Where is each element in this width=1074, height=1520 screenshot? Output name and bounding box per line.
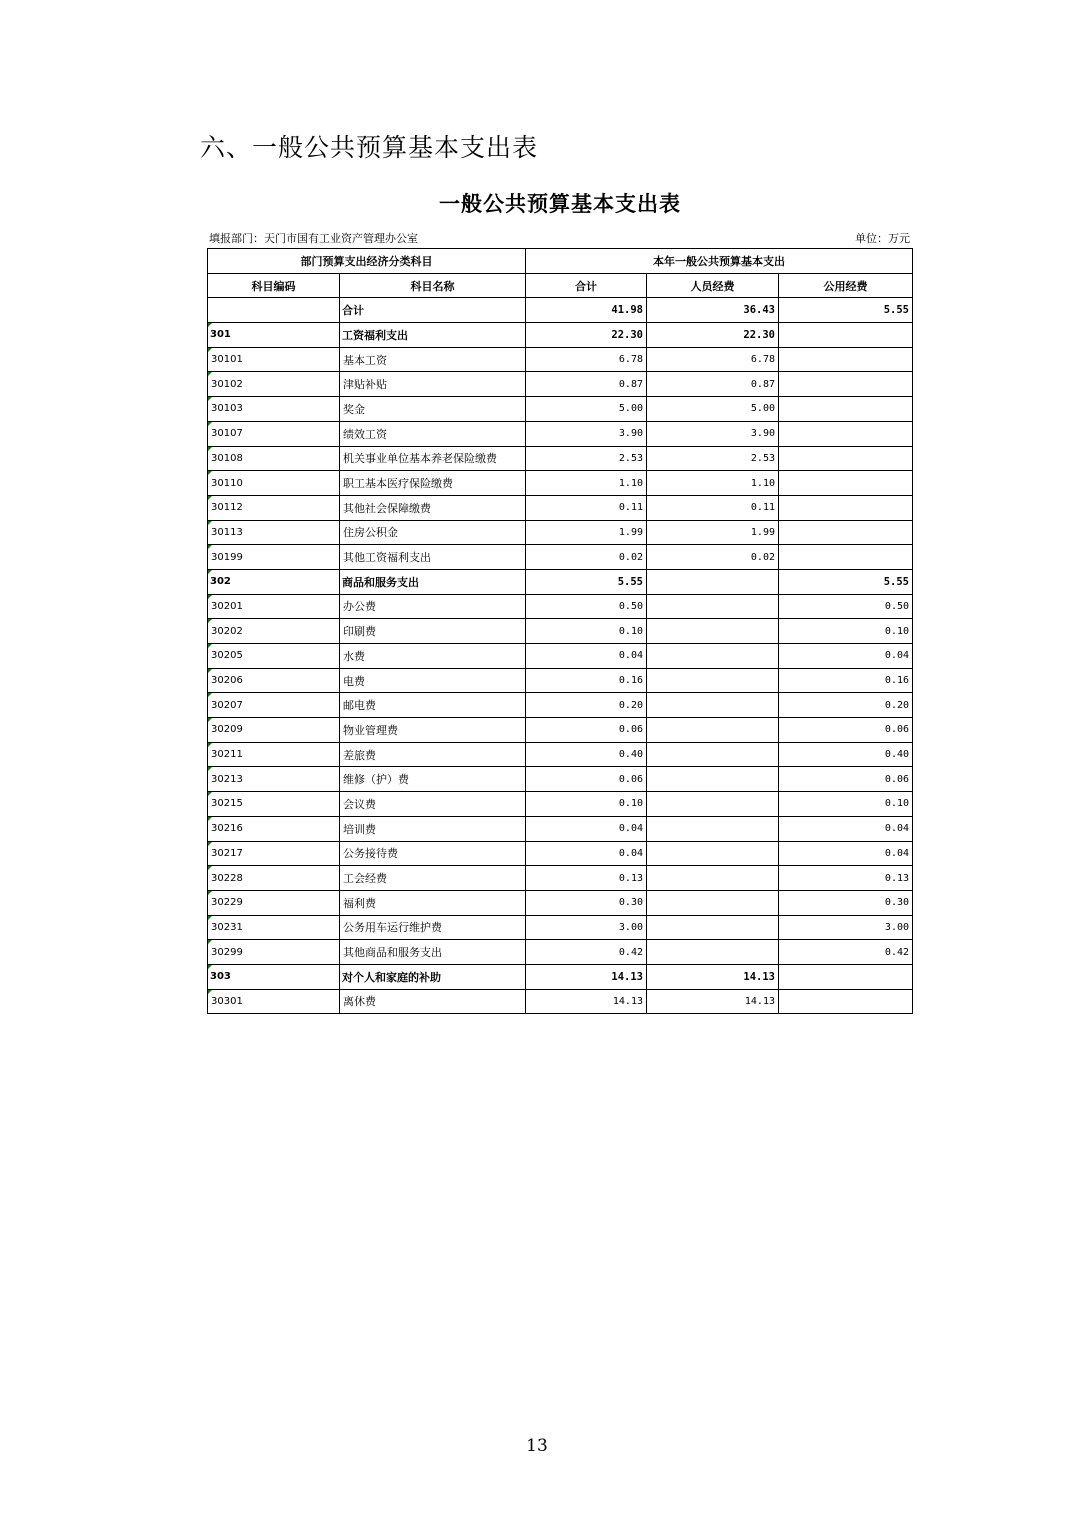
row-public [779,323,913,348]
budget-table [207,248,913,1014]
table-row [208,594,913,619]
row-total: 22.30 [526,323,647,348]
row-code: 30231 [208,915,340,940]
table-row [208,940,913,965]
row-personnel [647,644,779,669]
row-public: 0.20 [779,693,913,718]
row-name: 工会经费 [340,866,526,891]
row-name: 基本工资 [340,347,526,372]
row-public [779,964,913,989]
page-number: 13 [526,1436,548,1456]
row-public [779,347,913,372]
row-code: 30215 [208,792,340,817]
row-total: 2.53 [526,446,647,471]
row-public: 0.50 [779,594,913,619]
row-name: 对个人和家庭的补助 [340,964,526,989]
row-total: 0.16 [526,668,647,693]
row-public: 5.55 [779,569,913,594]
total-public: 5.55 [779,298,913,323]
row-total: 0.42 [526,940,647,965]
row-name: 津贴补贴 [340,372,526,397]
row-code: 30201 [208,594,340,619]
row-code: 30103 [208,397,340,422]
row-total: 0.04 [526,644,647,669]
row-total: 0.10 [526,619,647,644]
row-name: 离休费 [340,989,526,1014]
table-row [208,372,913,397]
row-code: 30211 [208,742,340,767]
row-code: 30102 [208,372,340,397]
row-code: 30228 [208,866,340,891]
row-personnel [647,619,779,644]
row-personnel: 2.53 [647,446,779,471]
row-total: 0.87 [526,372,647,397]
row-code: 30202 [208,619,340,644]
row-personnel [647,890,779,915]
table-row [208,989,913,1014]
row-personnel [647,841,779,866]
table-title: 一般公共预算基本支出表 [439,191,681,216]
row-total: 0.13 [526,866,647,891]
table-row [208,718,913,743]
row-personnel [647,767,779,792]
row-name: 职工基本医疗保险缴费 [340,471,526,496]
table-row [208,767,913,792]
row-code: 30206 [208,668,340,693]
row-code: 30207 [208,693,340,718]
row-code: 30301 [208,989,340,1014]
row-public: 0.13 [779,866,913,891]
row-public: 0.42 [779,940,913,965]
row-total: 0.06 [526,767,647,792]
row-code: 30229 [208,890,340,915]
row-code: 30110 [208,471,340,496]
row-personnel: 1.99 [647,520,779,545]
row-code: 30217 [208,841,340,866]
row-code: 30213 [208,767,340,792]
row-public: 0.10 [779,792,913,817]
header-group-left: 部门预算支出经济分类科目 [208,249,526,274]
total-personnel: 36.43 [647,298,779,323]
table-row [208,495,913,520]
row-total: 0.30 [526,890,647,915]
row-code: 30299 [208,940,340,965]
row-name: 办公费 [340,594,526,619]
row-name: 福利费 [340,890,526,915]
row-name: 培训费 [340,816,526,841]
row-total: 1.10 [526,471,647,496]
total-code [208,298,340,323]
row-code: 30101 [208,347,340,372]
table-row [208,890,913,915]
row-total: 0.04 [526,816,647,841]
row-total: 0.11 [526,495,647,520]
row-personnel: 6.78 [647,347,779,372]
row-total: 1.99 [526,520,647,545]
row-public [779,989,913,1014]
table-row [208,347,913,372]
row-public: 3.00 [779,915,913,940]
row-total: 5.55 [526,569,647,594]
section-heading: 六、一般公共预算基本支出表 [200,133,539,162]
row-name: 商品和服务支出 [340,569,526,594]
row-name: 维修（护）费 [340,767,526,792]
row-public: 0.06 [779,767,913,792]
row-code: 30199 [208,545,340,570]
row-public [779,446,913,471]
row-total: 0.04 [526,841,647,866]
table-row [208,569,913,594]
row-public: 0.06 [779,718,913,743]
row-public [779,495,913,520]
header-columns-row [208,273,913,298]
row-code: 30209 [208,718,340,743]
table-row [208,446,913,471]
row-public [779,520,913,545]
row-name: 住房公积金 [340,520,526,545]
row-code: 30113 [208,520,340,545]
table-row [208,816,913,841]
row-name: 水费 [340,644,526,669]
row-code: 30205 [208,644,340,669]
row-public [779,421,913,446]
table-row [208,841,913,866]
row-total: 0.06 [526,718,647,743]
header-group-row [208,249,913,274]
row-total: 14.13 [526,964,647,989]
row-name: 奖金 [340,397,526,422]
row-personnel [647,569,779,594]
row-personnel: 0.11 [647,495,779,520]
row-name: 绩效工资 [340,421,526,446]
row-name: 其他工资福利支出 [340,545,526,570]
fill-department: 填报部门：天门市国有工业资产管理办公室 [209,232,418,245]
row-total: 3.00 [526,915,647,940]
table-row [208,742,913,767]
row-public: 0.10 [779,619,913,644]
row-personnel [647,816,779,841]
table-row [208,915,913,940]
row-code: 30112 [208,495,340,520]
row-personnel [647,594,779,619]
row-public [779,471,913,496]
row-total: 5.00 [526,397,647,422]
row-code: 30108 [208,446,340,471]
row-name: 电费 [340,668,526,693]
row-personnel: 0.02 [647,545,779,570]
table-row [208,693,913,718]
row-personnel: 1.10 [647,471,779,496]
row-public: 0.04 [779,644,913,669]
header-name: 科目名称 [340,273,526,298]
header-code: 科目编码 [208,273,340,298]
row-public [779,372,913,397]
table-row [208,866,913,891]
row-personnel: 14.13 [647,989,779,1014]
row-name: 印刷费 [340,619,526,644]
row-total: 6.78 [526,347,647,372]
row-code: 302 [208,569,340,594]
row-code: 301 [208,323,340,348]
row-public: 0.16 [779,668,913,693]
total-total: 41.98 [526,298,647,323]
row-total: 0.20 [526,693,647,718]
row-name: 会议费 [340,792,526,817]
row-personnel [647,915,779,940]
row-personnel [647,866,779,891]
row-name: 差旅费 [340,742,526,767]
row-code: 30216 [208,816,340,841]
row-public: 0.04 [779,841,913,866]
total-name: 合计 [340,298,526,323]
table-row [208,792,913,817]
row-total: 14.13 [526,989,647,1014]
row-name: 公务接待费 [340,841,526,866]
table-row [208,520,913,545]
row-total: 0.02 [526,545,647,570]
row-personnel: 3.90 [647,421,779,446]
row-personnel: 5.00 [647,397,779,422]
header-personnel: 人员经费 [647,273,779,298]
row-personnel [647,718,779,743]
table-row [208,668,913,693]
table-row [208,323,913,348]
row-personnel: 14.13 [647,964,779,989]
row-personnel: 22.30 [647,323,779,348]
row-public: 0.30 [779,890,913,915]
total-row [208,298,913,323]
row-total: 0.50 [526,594,647,619]
table-row [208,619,913,644]
row-total: 3.90 [526,421,647,446]
header-total: 合计 [526,273,647,298]
row-public [779,397,913,422]
table-row [208,545,913,570]
row-personnel [647,940,779,965]
row-personnel [647,668,779,693]
row-total: 0.40 [526,742,647,767]
row-name: 邮电费 [340,693,526,718]
table-row [208,421,913,446]
table-row [208,644,913,669]
row-public: 0.40 [779,742,913,767]
row-total: 0.10 [526,792,647,817]
row-code: 30107 [208,421,340,446]
row-public [779,545,913,570]
header-public: 公用经费 [779,273,913,298]
row-personnel: 0.87 [647,372,779,397]
row-code: 303 [208,964,340,989]
row-name: 机关事业单位基本养老保险缴费 [340,446,526,471]
row-personnel [647,742,779,767]
row-name: 公务用车运行维护费 [340,915,526,940]
table-row [208,397,913,422]
row-name: 工资福利支出 [340,323,526,348]
row-name: 物业管理费 [340,718,526,743]
row-name: 其他商品和服务支出 [340,940,526,965]
unit-label: 单位：万元 [855,232,910,245]
table-row [208,964,913,989]
row-personnel [647,693,779,718]
row-public: 0.04 [779,816,913,841]
row-name: 其他社会保障缴费 [340,495,526,520]
row-personnel [647,792,779,817]
table-row [208,471,913,496]
header-group-right: 本年一般公共预算基本支出 [526,249,913,274]
